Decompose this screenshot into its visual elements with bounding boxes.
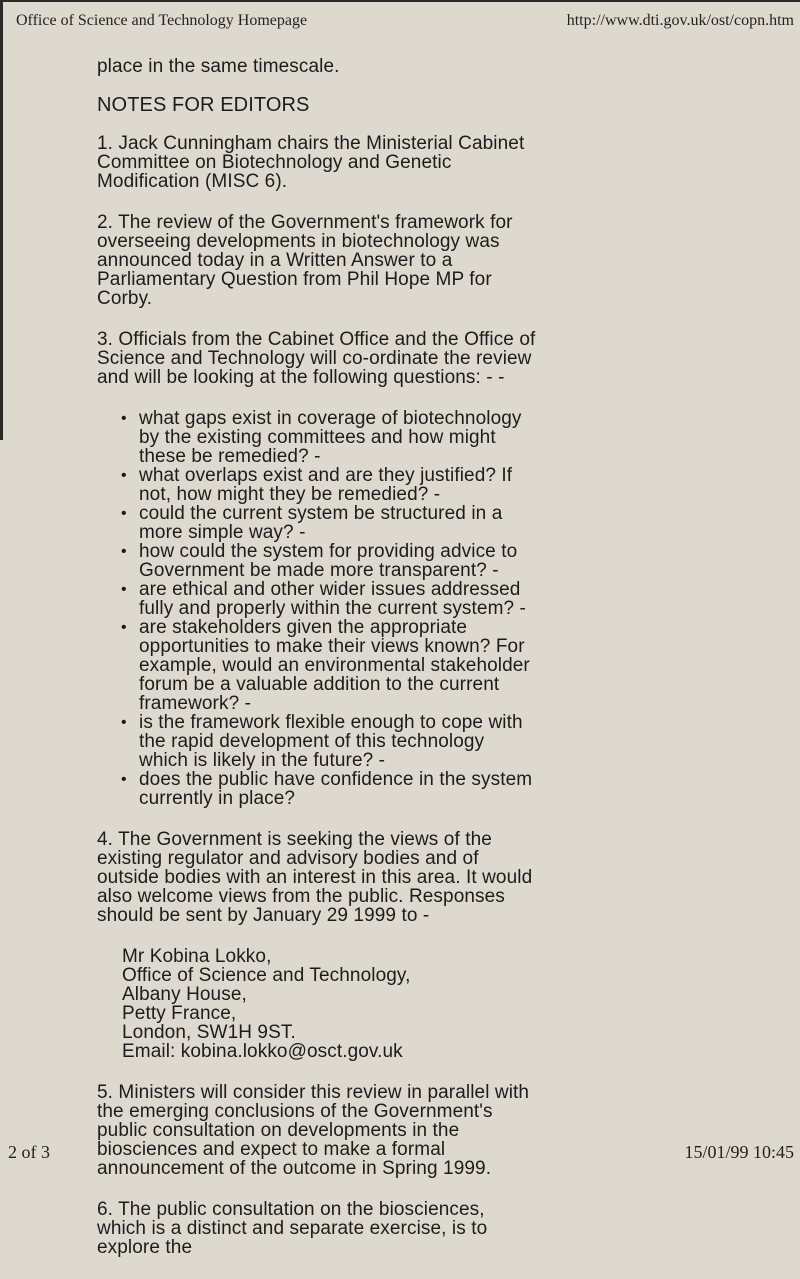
bullet-icon: • <box>121 410 127 427</box>
notes-heading: NOTES FOR EDITORS <box>97 94 310 116</box>
page-url: http://www.dti.gov.uk/ost/copn.htm <box>566 12 794 29</box>
print-timestamp: 15/01/99 10:45 <box>684 1142 794 1162</box>
page-number: 2 of 3 <box>8 1142 50 1162</box>
left-border <box>0 0 3 440</box>
note-5: 5. Ministers will consider this review in parallel with the emerging conclusions of the Government's public consultation on developments in the biosciences and expect to make a formal announcement of the outcome in Spring 1999. <box>97 1082 530 1179</box>
list-item: • are ethical and other wider issues addressed fully and properly within the current system? - <box>121 579 526 619</box>
list-item: • what overlaps exist and are they justified? If not, how might they be remedied? - <box>121 465 513 505</box>
list-item: • are stakeholders given the appropriate opportunities to make their views known? For example, would an environmental stakeholder forum be a valuable addition to the current framework? - <box>121 617 530 714</box>
document-body <box>97 57 537 1279</box>
contact-email: Email: kobina.lokko@osct.gov.uk <box>122 1041 403 1062</box>
bullet-icon: • <box>121 543 127 560</box>
contact-street: Petty France, <box>122 1003 237 1024</box>
list-item: • is the framework flexible enough to cope with the rapid development of this technology which is likely in the future? - <box>121 712 523 771</box>
contact-city: London, SW1H 9ST. <box>122 1022 296 1043</box>
note-6: 6. The public consultation on the biosciences, which is a distinct and separate exercise, is to explore the <box>97 1199 488 1258</box>
list-item: • could the current system be structured in a more simple way? - <box>121 503 503 543</box>
bullet-icon: • <box>121 581 127 598</box>
bullet-icon: • <box>121 714 127 731</box>
lead-text: place in the same timescale. <box>97 56 340 77</box>
note-1: 1. Jack Cunningham chairs the Ministerial Cabinet Committee on Biotechnology and Genetic Modification (MISC 6). <box>97 133 525 192</box>
contact-name: Mr Kobina Lokko, <box>122 946 272 967</box>
contact-org: Office of Science and Technology, <box>122 965 411 986</box>
note-4: 4. The Government is seeking the views of the existing regulator and advisory bodies and of outside bodies with an interest in this area. It would also welcome views from the public. Responses should be sent by January 29 1999 to - <box>97 829 533 926</box>
contact-building: Albany House, <box>122 984 247 1005</box>
note-2: 2. The review of the Government's framework for overseeing developments in biotechnology was announced today in a Written Answer to a Parliamentary Question from Phil Hope MP for Corby. <box>97 212 513 309</box>
bullet-icon: • <box>121 467 127 484</box>
list-item: • does the public have confidence in the system currently in place? <box>121 769 533 809</box>
list-item: • what gaps exist in coverage of biotechnology by the existing committees and how might these be remedied? - <box>121 408 522 467</box>
bullet-icon: • <box>121 771 127 788</box>
questions-list <box>97 409 537 808</box>
list-item: • how could the system for providing advice to Government be made more transparent? - <box>121 541 518 581</box>
bullet-icon: • <box>121 505 127 522</box>
print-footer <box>0 1138 800 1168</box>
note-3: 3. Officials from the Cabinet Office and the Office of Science and Technology will co-ordinate the review and will be looking at the following questions: - - <box>97 329 536 388</box>
page-title: Office of Science and Technology Homepage <box>16 12 308 29</box>
bullet-icon: • <box>121 619 127 636</box>
print-header <box>0 0 800 38</box>
contact-address <box>97 947 537 1061</box>
